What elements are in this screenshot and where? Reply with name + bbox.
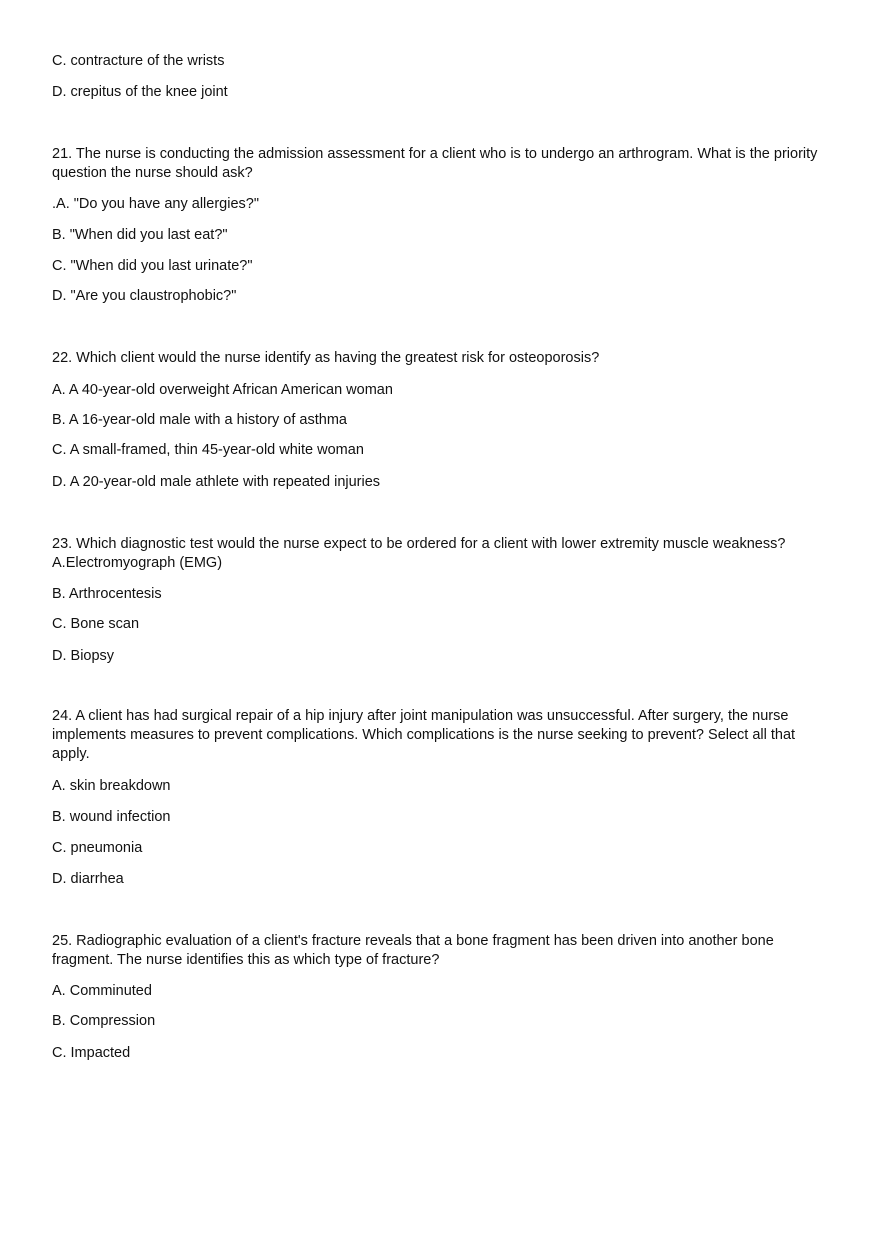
q25-option-b: B. Compression — [52, 1013, 156, 1029]
q24-option-a: A. skin breakdown — [52, 778, 171, 794]
q22-question: 22. Which client would the nurse identify as having the greatest risk for osteoporosis? — [52, 350, 600, 366]
q24-option-b: B. wound infection — [52, 809, 171, 825]
q21-option-d: D. "Are you claustrophobic?" — [52, 288, 237, 304]
q21-option-c: C. "When did you last urinate?" — [52, 258, 253, 274]
q22-option-b: B. A 16-year-old male with a history of asthma — [52, 412, 347, 428]
q21-option-a: .A. "Do you have any allergies?" — [52, 196, 259, 212]
q23-option-a: A.Electromyograph (EMG) — [52, 555, 223, 571]
prev-option-c: C. contracture of the wrists — [52, 53, 225, 69]
q23-option-d: D. Biopsy — [52, 648, 115, 664]
q21-question: 21. The nurse is conducting the admission assessment for a client who is to undergo an arthrogram. What is the priority question the nurse should ask? — [52, 146, 818, 181]
q24-question: 24. A client has had surgical repair of a hip injury after joint manipulation was unsuccessful. After surgery, the nurse implements measures to prevent complications. Which complications is the nurse seeking to prevent? Select all that apply. — [52, 708, 796, 762]
q23-option-c: C. Bone scan — [52, 616, 140, 632]
q25-option-a: A. Comminuted — [52, 983, 152, 999]
q24-option-d: D. diarrhea — [52, 871, 124, 887]
q24-option-c: C. pneumonia — [52, 840, 143, 856]
q25-option-c: C. Impacted — [52, 1045, 131, 1061]
prev-option-d: D. crepitus of the knee joint — [52, 84, 228, 100]
q22-option-c: C. A small-framed, thin 45-year-old white woman — [52, 442, 364, 458]
q21-option-b: B. "When did you last eat?" — [52, 227, 228, 243]
q23-option-b: B. Arthrocentesis — [52, 586, 162, 602]
q25-question: 25. Radiographic evaluation of a client's fracture reveals that a bone fragment has been driven into another bone fragment. The nurse identifies this as which type of fracture? — [52, 933, 774, 968]
q23-question: 23. Which diagnostic test would the nurse expect to be ordered for a client with lower extremity muscle weakness? — [52, 536, 786, 552]
q22-option-d: D. A 20-year-old male athlete with repeated injuries — [52, 474, 381, 490]
q22-option-a: A. A 40-year-old overweight African American woman — [52, 382, 393, 398]
